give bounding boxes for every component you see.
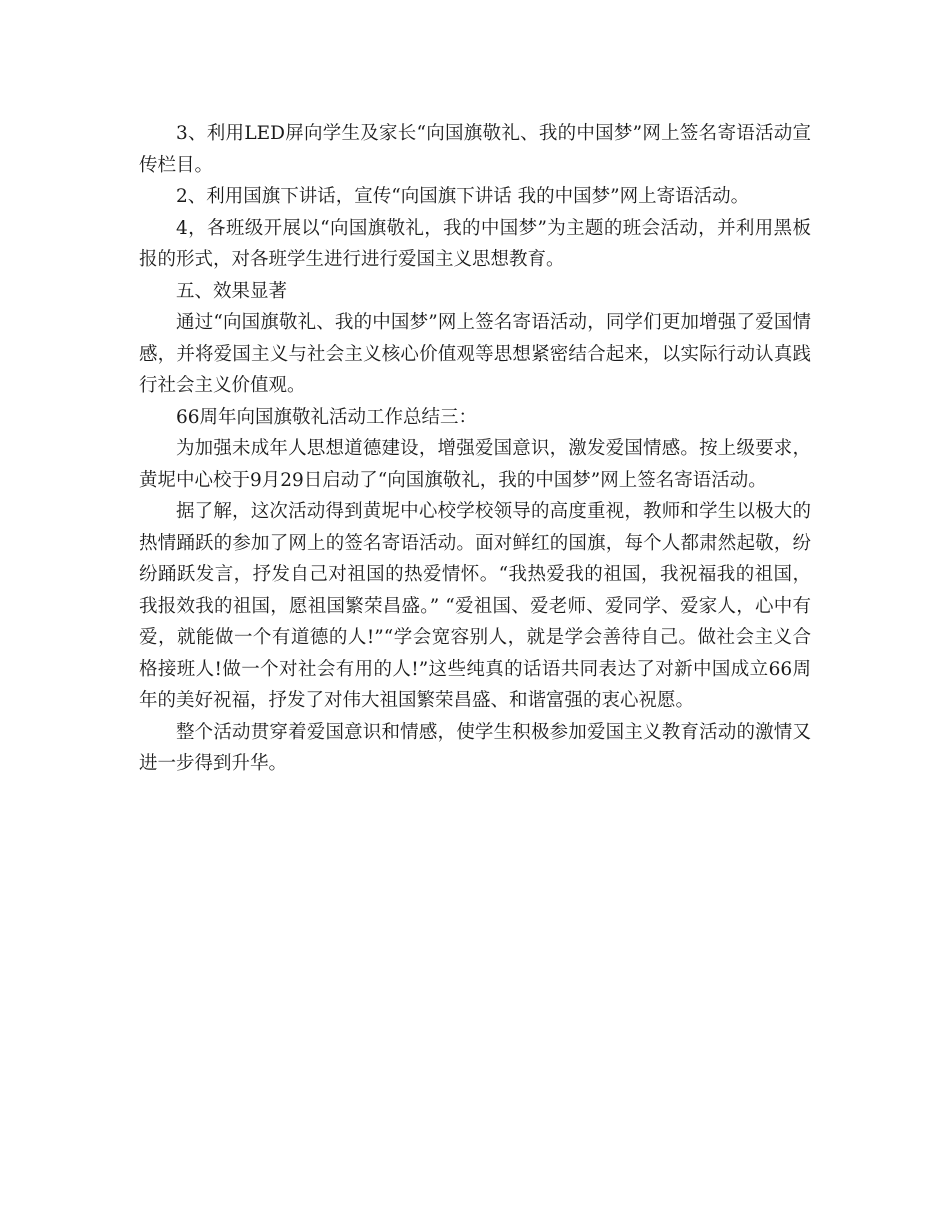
paragraph-results: 通过“向国旗敬礼、我的中国梦”网上签名寄语活动，同学们更加增强了爱国情感，并将爱国主义与社会主义核心价值观等思想紧密结合起来，以实际行动认真践行社会主义价值观。: [139, 312, 811, 396]
document-body: [139, 118, 811, 780]
paragraph-flag-speech: 2、利用国旗下讲话，宣传“向国旗下讲话 我的中国梦”网上寄语活动。: [176, 186, 750, 207]
paragraph-participation: 据了解，这次活动得到黄坭中心校学校领导的高度重视，教师和学生以极大的热情踊跃的参加了网上的签名寄语活动。面对鲜红的国旗，每个人都肃然起敬，纷纷踊跃发言，抒发自己对祖国的热爱情怀。“我热爱我的祖国，我祝福我的祖国，我报效我的祖国，愿祖国繁荣昌盛。” “爱祖国、爱老师、爱同学、爱家人，心中有爱，就能做一个有道德的人!”“学会宽容别人，就是学会善待自己。做社会主义合格接班人!做一个对社会有用的人!”这些纯真的话语共同表达了对新中国成立66周年的美好祝福，抒发了对伟大祖国繁荣昌盛、和谐富强的衷心祝愿。: [139, 501, 811, 711]
paragraph-conclusion: 整个活动贯穿着爱国意识和情感，使学生积极参加爱国主义教育活动的激情又进一步得到升华。: [139, 721, 811, 774]
section-heading-results: 五、效果显著: [176, 280, 288, 302]
paragraph-class-meeting: 4，各班级开展以“向国旗敬礼，我的中国梦”为主题的班会活动，并利用黑板报的形式，对各班学生进行进行爱国主义思想教育。: [139, 217, 811, 270]
paragraph-led-screen: 3、利用LED屏向学生及家长“向国旗敬礼、我的中国梦”网上签名寄语活动宣传栏目。: [139, 123, 811, 176]
paragraph-launch: 为加强未成年人思想道德建设，增强爱国意识，激发爱国情感。按上级要求，黄坭中心校于9月29日启动了“向国旗敬礼，我的中国梦”网上签名寄语活动。: [139, 438, 811, 491]
section-heading-summary-three: 66周年向国旗敬礼活动工作总结三：: [176, 406, 478, 428]
